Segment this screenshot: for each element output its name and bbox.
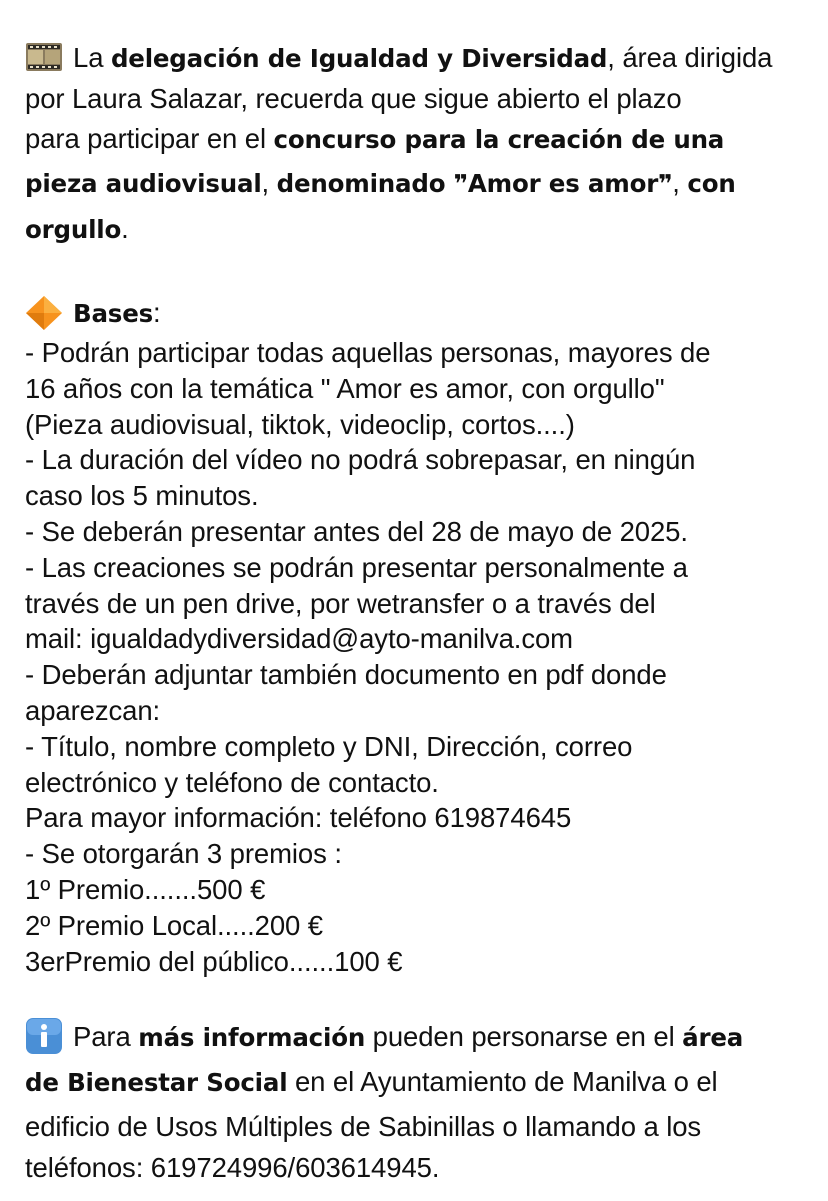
bases-line: través de un pen drive, por wetransfer o a través del [25,587,656,619]
bases-line: - Título, nombre completo y DNI, Dirección, correo [25,730,633,762]
intro-text-6: , [672,167,688,198]
spacer [25,252,804,292]
intro-text-3: por Laura Salazar, recuerda que sigue abierto el plazo [25,83,682,114]
info-bold-mas-informacion: más información [138,1023,366,1053]
bases-line: - Se otorgarán 3 premios : [25,838,342,870]
bases-line: 16 años con la temática " Amor es amor, con orgullo" [25,372,665,404]
intro-bold-con: con [687,169,736,198]
bases-line: caso los 5 minutos. [25,480,259,512]
intro-text-7: . [121,213,129,244]
bases-line: - Deberán adjuntar también documento en pdf donde [25,659,667,691]
bases-line: - Se deberán presentar antes del 28 de mayo de 2025. [25,515,688,547]
bases-line: (Pieza audiovisual, tiktok, videoclip, cortos....) [25,408,575,440]
spacer [25,979,804,1015]
intro-text-2: , área dirigida [607,42,773,73]
bases-line: - Podrán participar todas aquellas personas, mayores de [25,337,711,368]
info-text-3: en el Ayuntamiento de Manilva o el [287,1066,718,1098]
intro-bold-orgullo: orgullo [25,215,122,244]
bases-section [25,292,804,979]
info-paragraph [25,1015,804,1187]
bases-email-line[interactable]: mail: igualdadydiversidad@ayto-manilva.com [25,623,573,655]
intro-bold-concurso: concurso para la creación de una [273,125,725,154]
intro-text-5: , [261,167,277,198]
intro-bold-delegacion: delegación de Igualdad y Diversidad [110,44,608,73]
intro-text-1: La [73,42,111,73]
prize-line: 1º Premio.......500 € [25,873,266,905]
bases-line: - Las creaciones se podrán presentar personalmente a [25,551,688,583]
bases-phone-line[interactable]: Para mayor información: teléfono 619874645 [25,802,572,834]
bases-line: electrónico y teléfono de contacto. [25,766,439,798]
prize-line: 2º Premio Local.....200 € [25,909,323,941]
intro-bold-denominado: denominado ❞Amor es amor❞ [276,169,673,198]
intro-text-4: para participar en el [25,123,274,154]
film-frames-icon [25,39,63,75]
information-icon [25,1018,63,1054]
info-text-1: Para [73,1021,139,1053]
intro-paragraph [25,38,804,252]
prize-line: 3erPremio del público......100 € [25,945,403,977]
intro-bold-pieza: pieza audiovisual [25,169,262,198]
bases-colon: : [153,297,161,328]
info-bold-area: área [682,1023,744,1053]
info-bold-bienestar: de Bienestar Social [25,1068,288,1098]
info-text-4: edificio de Usos Múltiples de Sabinillas o llamando a los [25,1111,702,1143]
bases-line: - La duración del vídeo no podrá sobrepasar, en ningún [25,444,696,476]
bases-line: aparezcan: [25,694,161,726]
info-text-2: pueden personarse en el [365,1021,683,1053]
orange-diamond-icon [25,295,63,331]
info-phones[interactable]: teléfonos: 619724996/603614945. [25,1152,440,1184]
bases-heading: Bases [73,299,153,328]
